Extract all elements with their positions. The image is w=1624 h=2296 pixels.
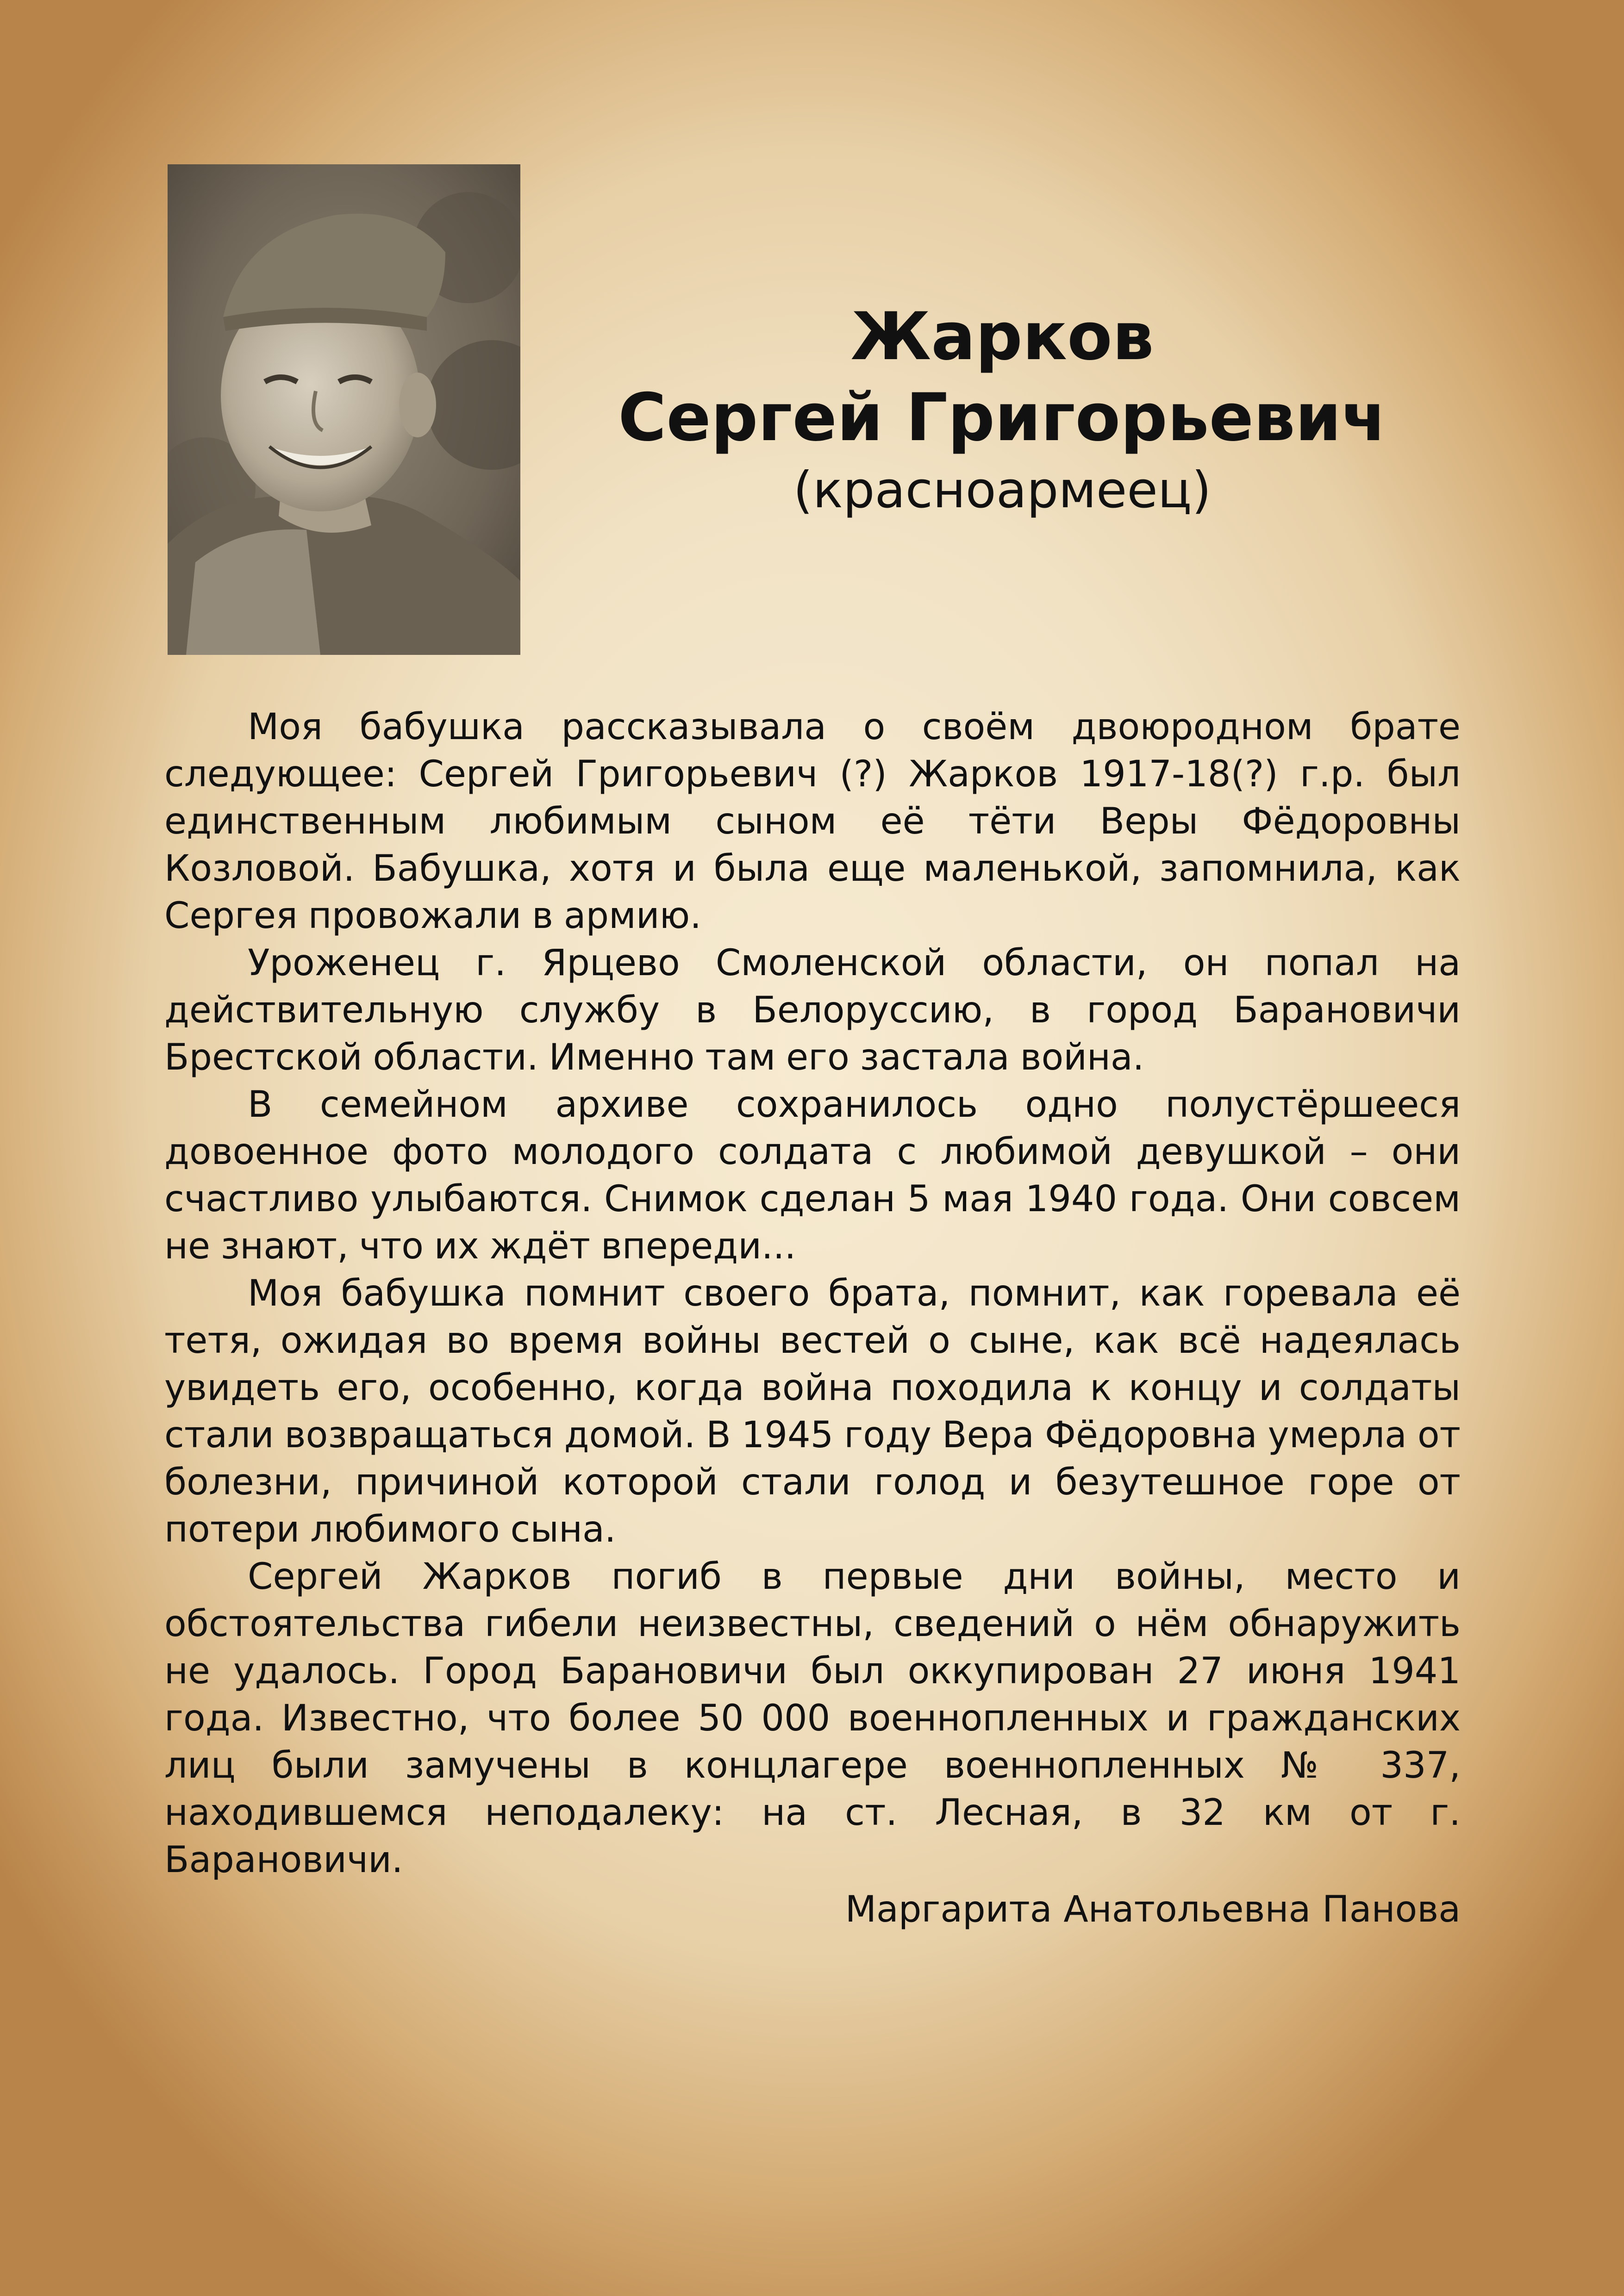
paragraph: Сергей Жарков погиб в первые дни войны, место и обстоятельства гибели неизвестны, сведений о нём обнаружить не удалось. Город Барановичи был оккупирован 27 июня 1941 года. Известно, что более 50 000 военнопленных и гражданских лиц были замучены в концлагере военнопленных № 337, находившемся неподалеку: на ст. Лесная, в 32 км от г. Барановичи. (164, 1556, 1461, 1881)
paragraph: В семейном архиве сохранилось одно полустёршееся довоенное фото молодого солдата с любимой девушкой – они счастливо улыбаются. Снимок сделан 5 мая 1940 года. Они совсем не знают, что их ждёт впереди... (164, 1084, 1461, 1267)
rank-subtitle: (красноармеец) (793, 461, 1212, 519)
heading-block (579, 296, 1426, 523)
paragraph: Моя бабушка помнит своего брата, помнит, как горевала её тетя, ожидая во время войны вестей о сыне, как всё надеялась увидеть его, особенно, когда война походила к концу и солдаты стали возвращаться домой. В 1945 году Вера Фёдоровна умерла от болезни, причиной которой стали голод и безутешное горе от потери любимого сына. (164, 1273, 1461, 1550)
soldier-portrait-photo (168, 164, 520, 655)
biography-text (164, 703, 1461, 1884)
author-signature: Маргарита Анатольевна Панова (845, 1889, 1461, 1930)
surname-title: Жарков (850, 299, 1154, 375)
given-names-title: Сергей Григорьевич (618, 380, 1387, 456)
paragraph: Моя бабушка рассказывала о своём двоюродном брате следующее: Сергей Григорьевич (?) Жарков 1917-18(?) г.р. был единственным любимым сыном её тёти Веры Фёдоровны Козловой. Бабушка, хотя и была еще маленькой, запомнила, как Сергея провожали в армию. (164, 706, 1461, 937)
paragraph: Уроженец г. Ярцево Смоленской области, он попал на действительную службу в Белоруссию, в город Барановичи Брестской области. Именно там его застала война. (164, 942, 1461, 1078)
